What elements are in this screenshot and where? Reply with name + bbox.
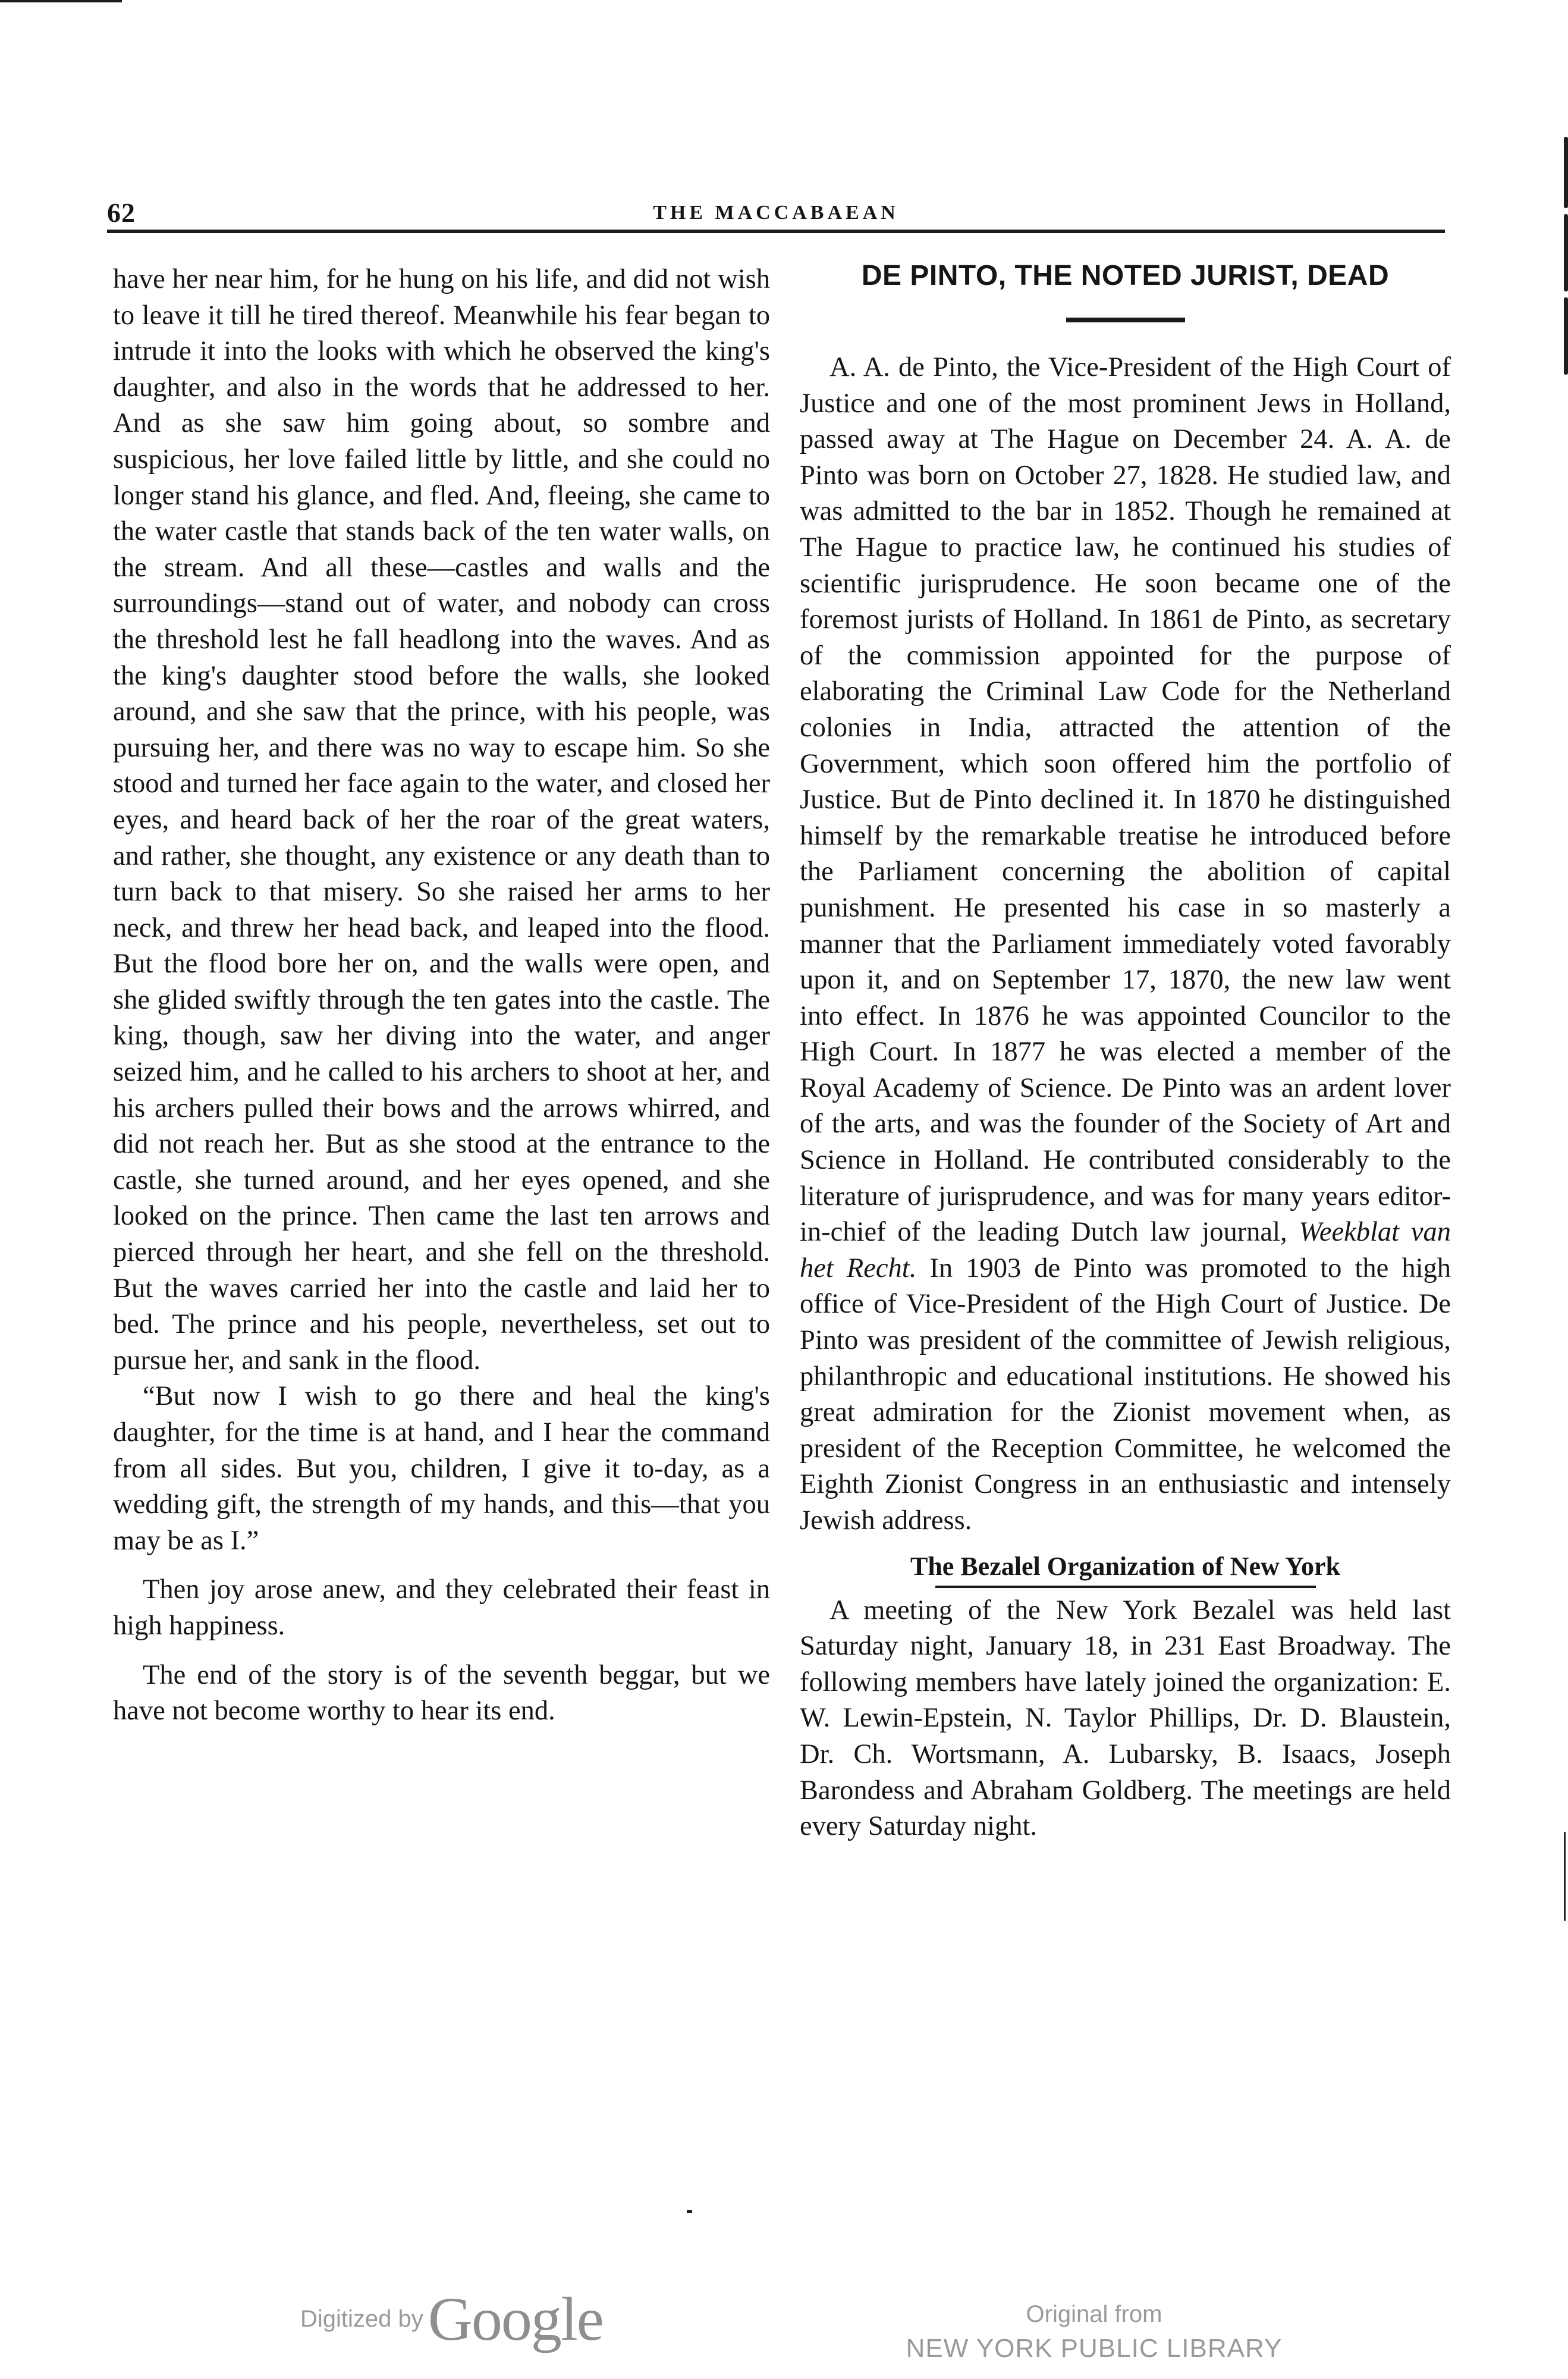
- sub-body: A meeting of the New York Bezalel was held last Saturday night, January 18, in 231 East Broadway. The following members have lately joined the organization: E. W. Lewin-Epstein, N. Taylor Phillips, Dr. D. Blaustein, Dr. Ch. Wortsmann, A. Lubarsky, B. Isaacs, Joseph Barondess and Abraham Goldberg. The meetings are held every Saturday night.: [800, 1595, 1451, 1842]
- edge-mark: [1564, 297, 1568, 375]
- google-logo: Google: [428, 2285, 603, 2353]
- edge-mark: [1564, 137, 1568, 208]
- journal-name: Weekblat van het Recht.: [800, 1217, 1451, 1283]
- original-from: [904, 2297, 1284, 2366]
- running-title: THE MACCABAEAN: [653, 202, 899, 224]
- article-body-end: In 1903 de Pinto was promoted to the high office of Vice-President of the High Court of Justice. De Pinto was president of the committee of Jewish religious, philanthropic and educational institutions. He showed his great admiration for the Zionist movement when, as president of the Reception Committee, he welcomed the Eighth Zionist Congress in an enthusiastic and intensely Jewish address.: [800, 1253, 1451, 1536]
- header-rule: [107, 230, 1445, 233]
- sub-rule: [935, 1586, 1316, 1588]
- digitized-by-label: Digitized by: [300, 2306, 423, 2332]
- right-column: [800, 257, 1451, 1845]
- page-number: 62: [107, 197, 136, 228]
- article-body: [800, 350, 1451, 1539]
- edge-mark: [1564, 1832, 1566, 1921]
- article-title: DE PINTO, THE NOTED JURIST, DEAD: [861, 260, 1390, 291]
- paragraph: “But now I wish to go there and heal the king's daughter, for the time is at hand, and I hear the command from all sides. But you, children, I give it to-day, as a wedding gift, the strength of my hands, and this—that you may be as I.”: [113, 1381, 770, 1556]
- article-body-text: A. A. de Pinto, the Vice-President of the High Court of Justice and one of the most prominent Jews in Holland, passed away at The Hague on December 24. A. A. de Pinto was born on October 27, 1828. He studied law, and was admitted to the bar in 1852. Though he remained at The Hague to practice law, he continued his studies of scientific jurisprudence. He soon became one of the foremost jurists of Holland. In 1861 de Pinto, as secretary of the commission appointed for the purpose of elaborating the Criminal Law Code for the Netherland colonies in India, attracted the attention of the Government, which soon offered him the portfolio of Justice. But de Pinto declined it. In 1870 he distinguished himself by the remarkable treatise he introduced before the Parliament concerning the abolition of capital punishment. He presented his case in so masterly a manner that the Parliament immediately voted favorably upon it, and on September 17, 1870, the new law went into effect. In 1876 he was appointed Councilor to the High Court. In 1877 he was elected a member of the Royal Academy of Science. De Pinto was an ardent lover of the arts, and was the founder of the Society of Art and Science in Holland. He contributed considerably to the literature of jurisprudence, and was for many years editor-in-chief of the leading Dutch law journal,: [800, 352, 1451, 1248]
- library-name: NEW YORK PUBLIC LIBRARY: [906, 2334, 1283, 2363]
- edge-mark: [1564, 214, 1568, 291]
- original-from-label: Original from: [1026, 2301, 1162, 2327]
- left-column: [113, 262, 770, 1730]
- paragraph: Then joy arose anew, and they celebrated their feast in high happiness.: [113, 1574, 770, 1641]
- page-header: [107, 193, 1445, 229]
- digitized-by: [300, 2284, 603, 2353]
- sub-title: The Bezalel Organization of New York: [910, 1551, 1341, 1581]
- center-dot: [687, 2210, 692, 2213]
- corner-rule: [0, 0, 122, 2]
- paragraph: have her near him, for he hung on his life, and did not wish to leave it till he tired thereof. Meanwhile his fear began to intrude it into the looks with which he observed the king's daughter, and also in the words that he addressed to her. And as she saw him going about, so sombre and suspicious, her love failed little by little, and she could no longer stand his glance, and fled. And, fleeing, she came to the water castle that stands back of the ten water walls, on the stream. And all these—castles and walls and the surroundings—stand out of water, and nobody can cross the threshold lest he fall headlong into the waves. And as the king's daughter stood before the walls, she looked around, and she saw that the prince, with his people, was pursuing her, and there was no way to escape him. So she stood and turned her face again to the water, and closed her eyes, and heard back of her the roar of the great waters, and rather, she thought, any existence or any death than to turn back to that misery. So she raised her arms to her neck, and threw her head back, and leaped into the flood. But the flood bore her on, and the walls were open, and she glided swiftly through the ten gates into the castle. The king, though, saw her diving into the water, and anger seized him, and he called to his archers to shoot at her, and his archers pulled their bows and the arrows whirred, and did not reach her. But as she stood at the entrance to the castle, she turned around, and her eyes opened, and she looked on the prince. Then came the last ten arrows and pierced through her heart, and she fell on the threshold. But the waves carried her into the castle and laid her to bed. The prince and his people, nevertheless, set out to pursue her, and sank in the flood.: [113, 264, 770, 1376]
- title-rule: [1066, 318, 1185, 322]
- paragraph: The end of the story is of the seventh beggar, but we have not become worthy to hear its end.: [113, 1659, 770, 1727]
